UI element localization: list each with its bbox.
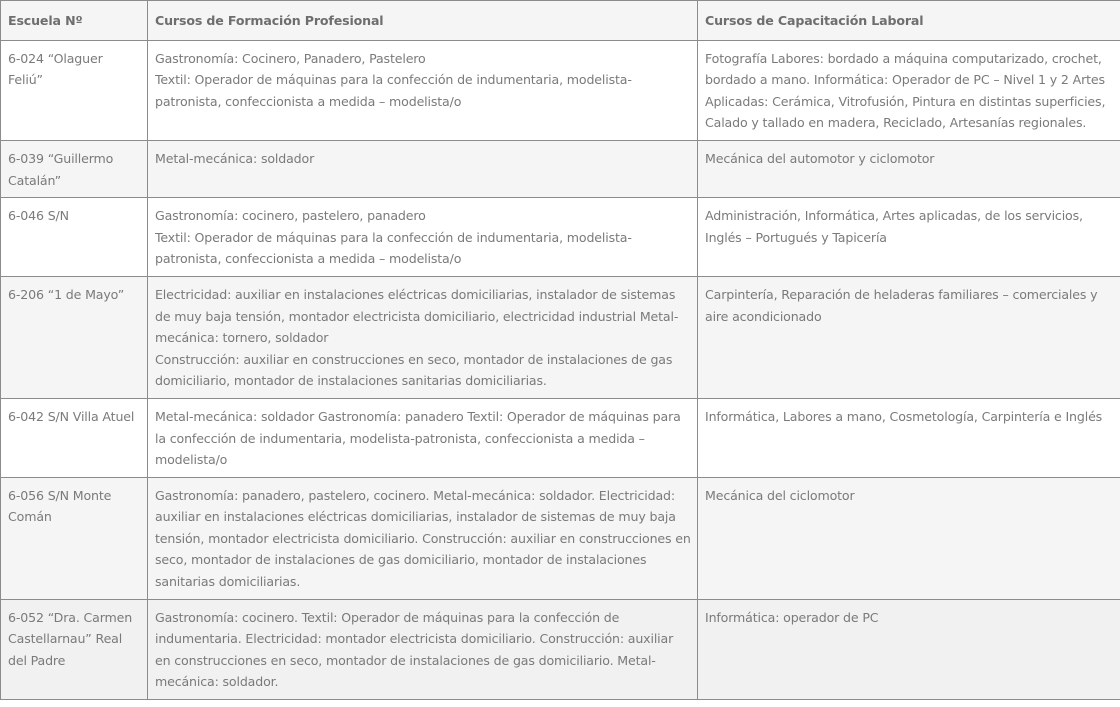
cell-capacitacion: Informática, Labores a mano, Cosmetología, Carpintería e Inglés bbox=[698, 398, 1120, 477]
formacion-line: Gastronomía: cocinero. Textil: Operador de máquinas para la confección de indumentaria. Electricidad: montador electricista domiciliario. Construcción: auxiliar en construcciones en seco, montador de instalaciones de gas domiciliario. Metal-mecánica: soldador. bbox=[155, 609, 674, 690]
cell-escuela: 6-024 “Olaguer Feliú” bbox=[1, 40, 148, 140]
header-escuela: Escuela Nº bbox=[1, 1, 148, 41]
cell-capacitacion: Carpintería, Reparación de heladeras familiares – comerciales y aire acondicionado bbox=[698, 276, 1120, 398]
cell-formacion bbox=[148, 599, 698, 699]
cell-formacion bbox=[148, 40, 698, 140]
cell-escuela: 6-046 S/N bbox=[1, 198, 148, 277]
formacion-line: Metal-mecánica: soldador bbox=[155, 150, 315, 166]
cell-capacitacion: Fotografía Labores: bordado a máquina computarizado, crochet, bordado a mano. Informática: Operador de PC – Nivel 1 y 2 Artes Aplicadas: Cerámica, Vitrofusión, Pintura en distintas superficies, Calado y tallado en madera, Reciclado, Artesanías regionales. bbox=[698, 40, 1120, 140]
cell-escuela: 6-206 “1 de Mayo” bbox=[1, 276, 148, 398]
cell-formacion bbox=[148, 198, 698, 277]
formacion-line: Textil: Operador de máquinas para la confección de indumentaria, modelista-patronista, confeccionista a medida – modelista/o bbox=[155, 229, 632, 267]
cell-capacitacion: Informática: operador de PC bbox=[698, 599, 1120, 699]
header-formacion-profesional: Cursos de Formación Profesional bbox=[148, 1, 698, 41]
cell-capacitacion: Mecánica del ciclomotor bbox=[698, 477, 1120, 599]
cell-escuela: 6-042 S/N Villa Atuel bbox=[1, 398, 148, 477]
cell-formacion bbox=[148, 398, 698, 477]
formacion-line: Gastronomía: Cocinero, Panadero, Pastelero bbox=[155, 50, 426, 66]
table-row bbox=[1, 477, 1120, 599]
formacion-line: Gastronomía: cocinero, pastelero, panadero bbox=[155, 208, 426, 224]
table-header-row bbox=[1, 1, 1120, 41]
table-row bbox=[1, 398, 1120, 477]
header-capacitacion-laboral: Cursos de Capacitación Laboral bbox=[698, 1, 1120, 41]
table-row bbox=[1, 599, 1120, 699]
cell-capacitacion: Mecánica del automotor y ciclomotor bbox=[698, 140, 1120, 197]
cell-capacitacion: Administración, Informática, Artes aplicadas, de los servicios, Inglés – Portugués y Tapicería bbox=[698, 198, 1120, 277]
table-row bbox=[1, 198, 1120, 277]
formacion-line: Construcción: auxiliar en construcciones en seco, montador de instalaciones de gas domiciliario, montador de instalaciones sanitarias domiciliarias. bbox=[155, 351, 673, 389]
table-row bbox=[1, 276, 1120, 398]
formacion-line: Electricidad: auxiliar en instalaciones eléctricas domiciliarias, instalador de sistemas de muy baja tensión, montador electricista domiciliario, electricidad industrial Metal-mecánica: tornero, soldador bbox=[155, 286, 679, 346]
table-row bbox=[1, 40, 1120, 140]
cell-formacion bbox=[148, 140, 698, 197]
cell-escuela: 6-056 S/N Monte Comán bbox=[1, 477, 148, 599]
formacion-line: Metal-mecánica: soldador Gastronomía: panadero Textil: Operador de máquinas para la confección de indumentaria, modelista-patronista, confeccionista a medida – modelista/o bbox=[155, 408, 681, 468]
cell-formacion bbox=[148, 276, 698, 398]
table-row bbox=[1, 140, 1120, 197]
cell-escuela: 6-039 “Guillermo Catalán” bbox=[1, 140, 148, 197]
cell-formacion bbox=[148, 477, 698, 599]
cell-escuela: 6-052 “Dra. Carmen Castellarnau” Real del Padre bbox=[1, 599, 148, 699]
formacion-line: Textil: Operador de máquinas para la confección de indumentaria, modelista-patronista, confeccionista a medida – modelista/o bbox=[155, 72, 632, 109]
formacion-line: Gastronomía: panadero, pastelero, cocinero. Metal-mecánica: soldador. Electricidad: auxiliar en instalaciones eléctricas domiciliarias, instalador de sistemas de muy baja tensión, montador electricista domiciliario. Construcción: auxiliar en construcciones en seco, montador de instalaciones de gas domiciliario, montador de instalaciones sanitarias domiciliarias. bbox=[155, 487, 691, 590]
